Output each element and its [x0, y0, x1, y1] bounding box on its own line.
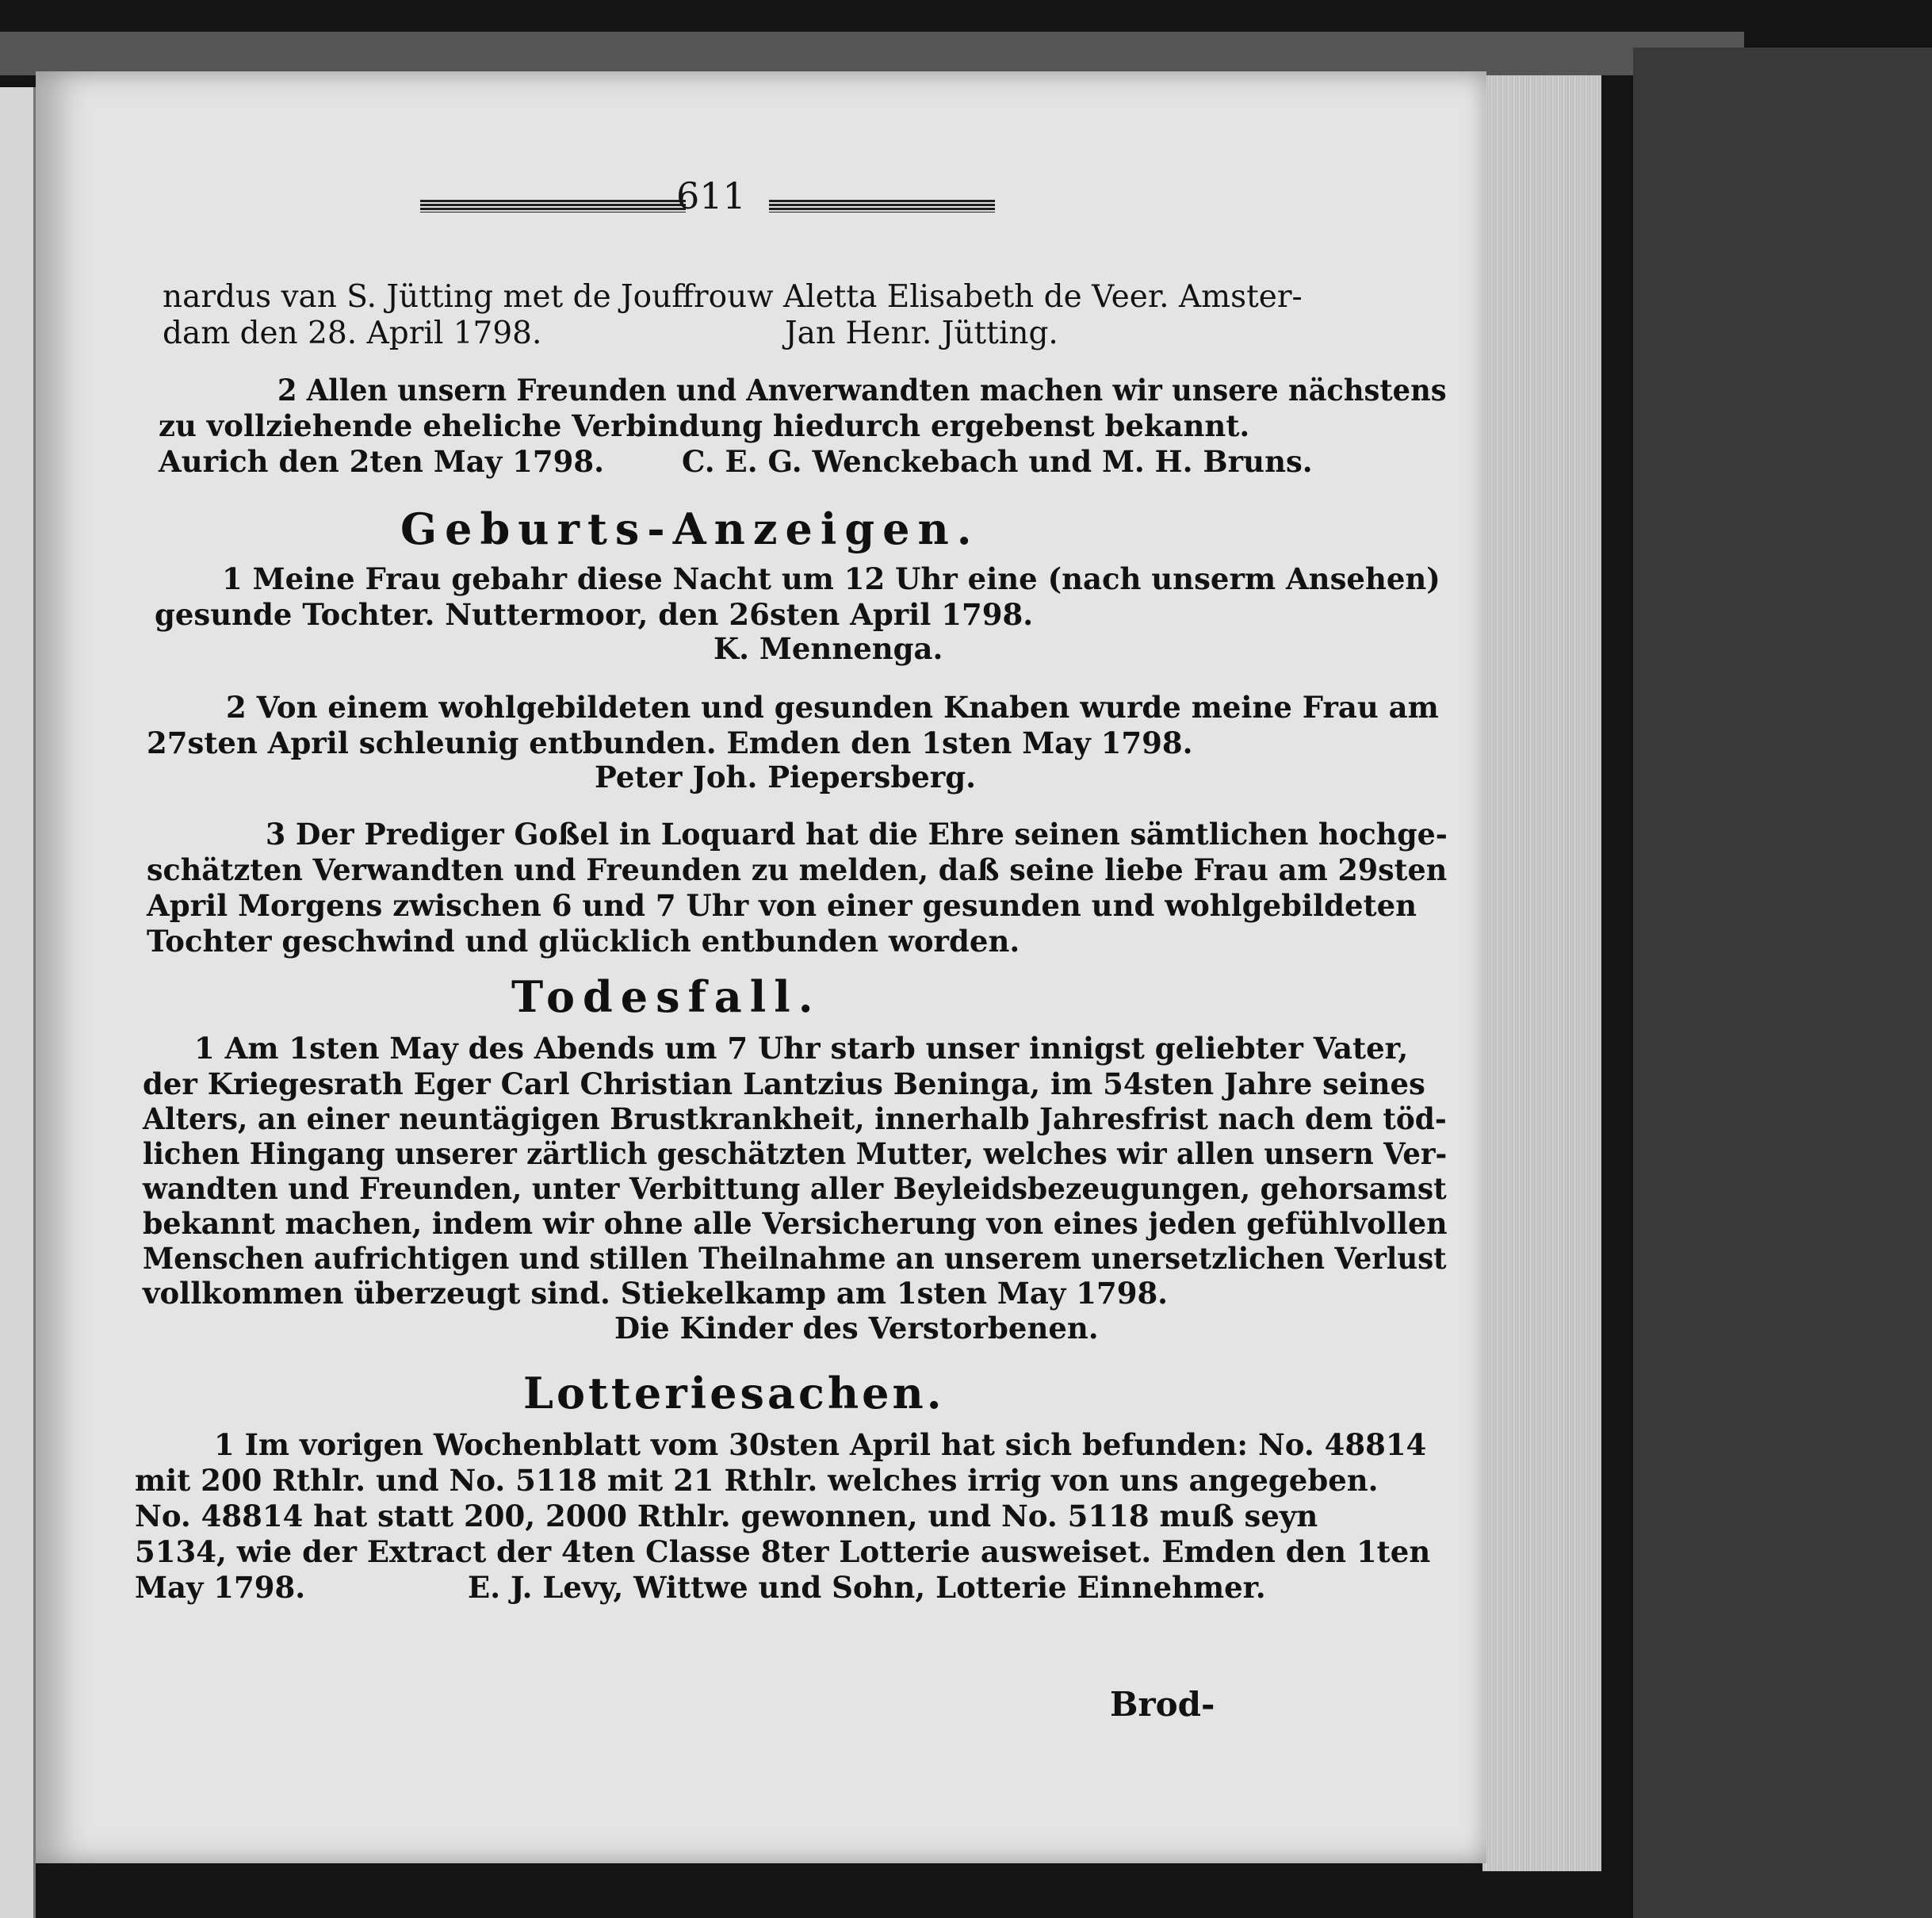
- birth-1-line-1: 1 Meine Frau gebahr diese Nacht um 12 Uhr eine (nach unserm Ansehen): [222, 561, 1440, 596]
- death-signature: Die Kinder des Verstorbenen.: [614, 1311, 1099, 1346]
- heading-lottery: Lotteriesachen.: [523, 1368, 945, 1418]
- birth-2-line-1: 2 Von einem wohlgebildeten und gesunden Knaben wurde meine Frau am: [226, 690, 1439, 725]
- birth-3-line-4: Tochter geschwind und glücklich entbunden worden.: [147, 924, 1020, 959]
- lottery-date: May 1798.: [135, 1570, 306, 1605]
- death-line-5: wandten und Freunden, unter Verbittung aller Beyleidsbezeugungen, gehorsamst: [143, 1171, 1447, 1206]
- birth-1-signature: K. Mennenga.: [714, 631, 943, 666]
- lottery-line-2: mit 200 Rthlr. und No. 5118 mit 21 Rthlr. welches irrig von uns angegeben.: [135, 1463, 1379, 1498]
- birth-2-line-2: 27sten April schleunig entbunden. Emden den 1sten May 1798.: [147, 725, 1193, 760]
- lottery-line-4: 5134, wie der Extract der 4ten Classe 8ter Lotterie ausweiset. Emden den 1ten: [135, 1534, 1431, 1569]
- heading-births: Geburts-Anzeigen.: [400, 503, 980, 554]
- wedding-notice-2-line-2: zu vollziehende eheliche Verbindung hiedurch ergebenst bekannt.: [159, 408, 1250, 443]
- birth-3-line-3: April Morgens zwischen 6 und 7 Uhr von einer gesunden und wohlgebildeten: [147, 888, 1417, 923]
- death-line-7: Menschen aufrichtigen und stillen Theilnahme an unserem unersetzlichen Verlust: [143, 1241, 1447, 1276]
- header-rule-right: [769, 200, 995, 212]
- birth-3-line-2: schätzten Verwandten und Freunden zu melden, daß seine liebe Frau am 29sten: [147, 852, 1448, 887]
- heading-death: Todesfall.: [511, 971, 821, 1022]
- lottery-line-3: No. 48814 hat statt 200, 2000 Rthlr. gewonnen, und No. 5118 muß seyn: [135, 1499, 1318, 1533]
- wedding-signature: Jan Henr. Jütting.: [785, 316, 1058, 351]
- birth-2-signature: Peter Joh. Piepersberg.: [595, 760, 977, 794]
- page-number: 611: [676, 174, 746, 217]
- page-block-edges: [1482, 75, 1601, 1871]
- birth-3-line-1: 3 Der Prediger Goßel in Loquard hat die Ehre seinen sämtlichen hochge-: [266, 817, 1448, 852]
- wedding-notice-2-line-1: 2 Allen unsern Freunden und Anverwandten machen wir unsere nächstens: [277, 373, 1447, 408]
- death-line-3: Alters, an einer neuntägigen Brustkrankheit, innerhalb Jahresfrist nach dem töd-: [143, 1101, 1447, 1136]
- death-line-6: bekannt machen, indem wir ohne alle Versicherung von eines jeden gefühlvollen: [143, 1206, 1448, 1241]
- wedding-notice-2-signature: C. E. G. Wenckebach und M. H. Bruns.: [682, 444, 1313, 479]
- birth-1-line-2: gesunde Tochter. Nuttermoor, den 26sten April 1798.: [155, 597, 1034, 632]
- wedding-line-1: nardus van S. Jütting met de Jouffrouw Aletta Elisabeth de Veer. Amster-: [163, 279, 1303, 315]
- wedding-place: dam den 28. April 1798.: [163, 316, 542, 351]
- death-line-1: 1 Am 1sten May des Abends um 7 Uhr starb unser innigst geliebter Vater,: [194, 1031, 1409, 1066]
- lottery-line-1: 1 Im vorigen Wochenblatt vom 30sten April hat sich befunden: No. 48814: [214, 1427, 1427, 1462]
- death-line-2: der Kriegesrath Eger Carl Christian Lantzius Beninga, im 54sten Jahre seines: [143, 1066, 1425, 1101]
- catchword: Brod-: [1110, 1685, 1215, 1724]
- book-cover-right: [1633, 48, 1932, 1918]
- wedding-notice-2-place: Aurich den 2ten May 1798.: [159, 444, 604, 479]
- death-line-4: lichen Hingang unserer zärtlich geschätzten Mutter, welches wir allen unsern Ver-: [143, 1136, 1448, 1171]
- facing-page-edge: [0, 87, 36, 1918]
- lottery-signature: E. J. Levy, Wittwe und Sohn, Lotterie Einnehmer.: [468, 1570, 1266, 1605]
- page: [36, 71, 1486, 1863]
- death-line-8: vollkommen überzeugt sind. Stiekelkamp am 1sten May 1798.: [143, 1276, 1169, 1311]
- book-cover-top: [0, 32, 1744, 75]
- header-rule-left: [420, 200, 686, 212]
